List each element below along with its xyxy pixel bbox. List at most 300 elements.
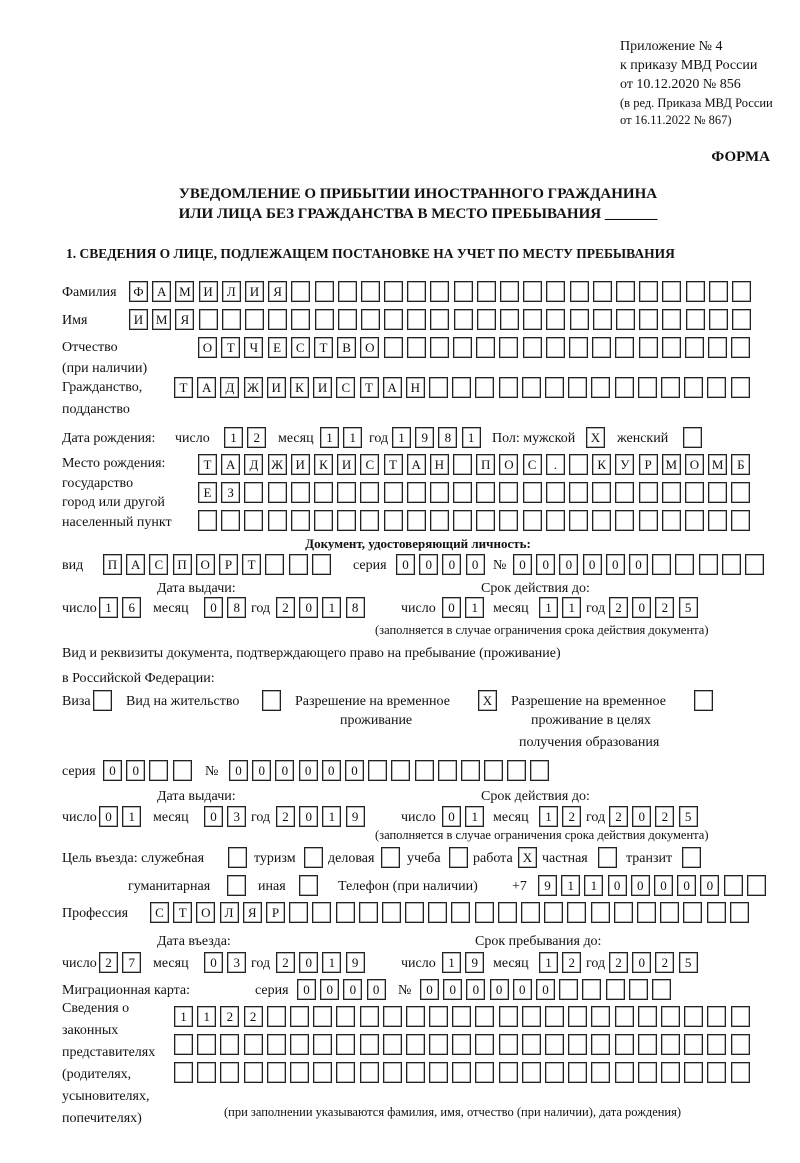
char-box[interactable]: 8 [227, 597, 246, 618]
citizenship-field[interactable] [174, 377, 750, 398]
char-box[interactable] [407, 281, 426, 302]
char-box[interactable] [591, 1062, 610, 1083]
char-box[interactable] [731, 337, 750, 358]
char-box[interactable] [544, 902, 563, 923]
char-box[interactable]: 0 [536, 979, 555, 1000]
char-box[interactable] [228, 847, 247, 868]
char-box[interactable] [559, 979, 578, 1000]
char-box[interactable]: 9 [346, 806, 365, 827]
char-box[interactable]: 1 [465, 806, 484, 827]
char-box[interactable]: Л [222, 281, 241, 302]
char-box[interactable] [731, 1006, 750, 1027]
char-box[interactable]: 5 [679, 597, 698, 618]
char-box[interactable]: 0 [583, 554, 602, 575]
char-box[interactable] [731, 482, 750, 503]
char-box[interactable]: 2 [609, 952, 628, 973]
char-box[interactable]: Д [244, 454, 263, 475]
char-box[interactable] [568, 377, 587, 398]
char-box[interactable]: И [245, 281, 264, 302]
char-box[interactable] [244, 1034, 263, 1055]
profession-field[interactable] [150, 902, 749, 923]
char-box[interactable]: 0 [299, 952, 318, 973]
char-box[interactable]: 2 [276, 597, 295, 618]
char-box[interactable] [570, 309, 589, 330]
char-box[interactable]: Т [198, 454, 217, 475]
char-box[interactable] [337, 482, 356, 503]
char-box[interactable]: 0 [442, 806, 461, 827]
char-box[interactable] [461, 760, 480, 781]
char-box[interactable] [615, 1034, 634, 1055]
char-box[interactable]: 9 [346, 952, 365, 973]
char-box[interactable]: С [291, 337, 310, 358]
char-box[interactable]: 0 [299, 806, 318, 827]
char-box[interactable]: М [662, 454, 681, 475]
char-box[interactable] [290, 1034, 309, 1055]
char-box[interactable] [568, 1062, 587, 1083]
char-box[interactable] [361, 281, 380, 302]
char-box[interactable] [391, 760, 410, 781]
char-box[interactable] [383, 1006, 402, 1027]
birth-place-line-1[interactable] [198, 454, 750, 475]
char-box[interactable] [476, 510, 495, 531]
char-box[interactable] [569, 482, 588, 503]
char-box[interactable]: 0 [677, 875, 696, 896]
birth-place-line-3[interactable] [198, 510, 750, 531]
char-box[interactable] [430, 281, 449, 302]
char-box[interactable] [360, 1006, 379, 1027]
char-box[interactable] [638, 377, 657, 398]
char-box[interactable] [684, 377, 703, 398]
char-box[interactable] [662, 337, 681, 358]
char-box[interactable] [430, 309, 449, 330]
char-box[interactable] [570, 281, 589, 302]
char-box[interactable] [522, 1034, 541, 1055]
char-box[interactable] [337, 510, 356, 531]
char-box[interactable] [199, 309, 218, 330]
sex-male-checkbox[interactable] [586, 427, 605, 448]
char-box[interactable] [382, 902, 401, 923]
char-box[interactable] [428, 902, 447, 923]
char-box[interactable]: П [476, 454, 495, 475]
char-box[interactable] [360, 482, 379, 503]
char-box[interactable] [638, 1034, 657, 1055]
char-box[interactable] [500, 281, 519, 302]
residence-permit-checkbox[interactable] [262, 690, 281, 711]
char-box[interactable] [652, 554, 671, 575]
char-box[interactable]: К [592, 454, 611, 475]
char-box[interactable] [299, 875, 318, 896]
char-box[interactable] [268, 482, 287, 503]
char-box[interactable] [707, 902, 726, 923]
char-box[interactable]: Я [243, 902, 262, 923]
surname-field[interactable] [129, 281, 751, 302]
temp-residence-checkbox[interactable] [478, 690, 497, 711]
char-box[interactable] [522, 1006, 541, 1027]
stay-issue-day-field[interactable] [99, 806, 141, 827]
char-box[interactable] [499, 510, 518, 531]
char-box[interactable] [268, 510, 287, 531]
char-box[interactable] [198, 510, 217, 531]
char-box[interactable]: 2 [562, 806, 581, 827]
char-box[interactable]: 1 [343, 427, 362, 448]
purpose-business-checkbox[interactable] [381, 847, 400, 868]
char-box[interactable]: 0 [632, 952, 651, 973]
char-box[interactable]: З [221, 482, 240, 503]
char-box[interactable] [709, 281, 728, 302]
char-box[interactable] [475, 902, 494, 923]
char-box[interactable] [545, 1034, 564, 1055]
char-box[interactable] [499, 337, 518, 358]
char-box[interactable]: 6 [122, 597, 141, 618]
char-box[interactable]: М [152, 309, 171, 330]
char-box[interactable] [637, 902, 656, 923]
char-box[interactable] [475, 1006, 494, 1027]
char-box[interactable]: 0 [229, 760, 248, 781]
char-box[interactable] [415, 760, 434, 781]
char-box[interactable] [406, 1006, 425, 1027]
char-box[interactable]: 0 [466, 554, 485, 575]
char-box[interactable]: 0 [367, 979, 386, 1000]
birth-place-line-2[interactable] [198, 482, 750, 503]
char-box[interactable]: 1 [99, 597, 118, 618]
char-box[interactable] [709, 309, 728, 330]
char-box[interactable]: 0 [204, 952, 223, 973]
char-box[interactable] [267, 1034, 286, 1055]
char-box[interactable] [684, 1034, 703, 1055]
char-box[interactable]: 2 [276, 806, 295, 827]
char-box[interactable] [453, 510, 472, 531]
char-box[interactable]: Р [266, 902, 285, 923]
birth-year-field[interactable] [392, 427, 481, 448]
char-box[interactable]: Т [242, 554, 261, 575]
char-box[interactable] [684, 1006, 703, 1027]
char-box[interactable] [338, 309, 357, 330]
char-box[interactable]: В [337, 337, 356, 358]
char-box[interactable] [429, 1006, 448, 1027]
char-box[interactable] [569, 337, 588, 358]
char-box[interactable]: 2 [562, 952, 581, 973]
char-box[interactable] [149, 760, 168, 781]
char-box[interactable]: 1 [561, 875, 580, 896]
char-box[interactable] [708, 482, 727, 503]
char-box[interactable] [568, 1006, 587, 1027]
char-box[interactable]: 1 [539, 806, 558, 827]
char-box[interactable] [639, 309, 658, 330]
char-box[interactable]: 3 [227, 806, 246, 827]
char-box[interactable]: Я [268, 281, 287, 302]
char-box[interactable]: 0 [126, 760, 145, 781]
entry-day-field[interactable] [99, 952, 141, 973]
char-box[interactable] [221, 510, 240, 531]
char-box[interactable]: Ж [244, 377, 263, 398]
char-box[interactable]: 1 [462, 427, 481, 448]
char-box[interactable] [475, 1062, 494, 1083]
char-box[interactable] [407, 510, 426, 531]
stay-series-field[interactable] [103, 760, 192, 781]
char-box[interactable] [381, 847, 400, 868]
char-box[interactable] [523, 482, 542, 503]
char-box[interactable] [615, 377, 634, 398]
char-box[interactable]: Д [220, 377, 239, 398]
char-box[interactable]: 0 [99, 806, 118, 827]
char-box[interactable]: 0 [608, 875, 627, 896]
char-box[interactable] [454, 309, 473, 330]
char-box[interactable]: 9 [415, 427, 434, 448]
stay-valid-month-field[interactable] [539, 806, 581, 827]
char-box[interactable] [499, 1034, 518, 1055]
char-box[interactable] [452, 1034, 471, 1055]
char-box[interactable] [500, 309, 519, 330]
char-box[interactable]: 0 [320, 979, 339, 1000]
char-box[interactable] [174, 1062, 193, 1083]
char-box[interactable]: С [523, 454, 542, 475]
char-box[interactable]: 1 [562, 597, 581, 618]
char-box[interactable] [522, 1062, 541, 1083]
char-box[interactable]: К [314, 454, 333, 475]
char-box[interactable] [429, 377, 448, 398]
char-box[interactable] [747, 875, 766, 896]
char-box[interactable]: 0 [252, 760, 271, 781]
id-issue-day-field[interactable] [99, 597, 141, 618]
char-box[interactable]: Т [384, 454, 403, 475]
char-box[interactable] [616, 309, 635, 330]
char-box[interactable]: 0 [513, 554, 532, 575]
char-box[interactable]: 5 [679, 806, 698, 827]
char-box[interactable] [405, 902, 424, 923]
char-box[interactable]: Ф [129, 281, 148, 302]
char-box[interactable]: . [546, 454, 565, 475]
char-box[interactable]: X [518, 847, 537, 868]
char-box[interactable] [639, 337, 658, 358]
char-box[interactable]: У [615, 454, 634, 475]
char-box[interactable]: Т [174, 377, 193, 398]
char-box[interactable]: 0 [297, 979, 316, 1000]
char-box[interactable] [245, 309, 264, 330]
char-box[interactable]: 0 [606, 554, 625, 575]
id-kind-field[interactable] [103, 554, 331, 575]
char-box[interactable]: 2 [99, 952, 118, 973]
char-box[interactable] [265, 554, 284, 575]
char-box[interactable] [662, 510, 681, 531]
char-box[interactable] [593, 309, 612, 330]
char-box[interactable] [197, 1034, 216, 1055]
char-box[interactable] [267, 1006, 286, 1027]
char-box[interactable] [732, 309, 751, 330]
char-box[interactable]: 1 [320, 427, 339, 448]
char-box[interactable]: А [383, 377, 402, 398]
visa-checkbox[interactable] [93, 690, 112, 711]
char-box[interactable]: 1 [122, 806, 141, 827]
char-box[interactable]: С [336, 377, 355, 398]
char-box[interactable] [454, 281, 473, 302]
char-box[interactable]: Р [219, 554, 238, 575]
char-box[interactable]: О [196, 554, 215, 575]
char-box[interactable]: 2 [276, 952, 295, 973]
char-box[interactable] [675, 554, 694, 575]
char-box[interactable] [615, 1062, 634, 1083]
char-box[interactable] [546, 309, 565, 330]
char-box[interactable] [499, 1006, 518, 1027]
char-box[interactable]: С [150, 902, 169, 923]
char-box[interactable] [227, 875, 246, 896]
char-box[interactable] [289, 554, 308, 575]
char-box[interactable] [694, 690, 713, 711]
char-box[interactable] [383, 1062, 402, 1083]
char-box[interactable] [724, 875, 743, 896]
name-field[interactable] [129, 309, 751, 330]
char-box[interactable]: А [126, 554, 145, 575]
char-box[interactable] [591, 1006, 610, 1027]
char-box[interactable] [290, 1062, 309, 1083]
char-box[interactable]: С [360, 454, 379, 475]
purpose-study-checkbox[interactable] [449, 847, 468, 868]
char-box[interactable] [707, 1006, 726, 1027]
char-box[interactable] [522, 377, 541, 398]
char-box[interactable]: 0 [343, 979, 362, 1000]
char-box[interactable]: Е [268, 337, 287, 358]
char-box[interactable]: 2 [220, 1006, 239, 1027]
char-box[interactable]: 1 [465, 597, 484, 618]
char-box[interactable] [475, 1034, 494, 1055]
char-box[interactable]: М [708, 454, 727, 475]
char-box[interactable] [546, 281, 565, 302]
char-box[interactable] [174, 1034, 193, 1055]
migration-series-field[interactable] [297, 979, 386, 1000]
id-issue-month-field[interactable] [204, 597, 246, 618]
char-box[interactable] [368, 760, 387, 781]
char-box[interactable] [499, 1062, 518, 1083]
char-box[interactable] [452, 1006, 471, 1027]
char-box[interactable]: 2 [655, 597, 674, 618]
char-box[interactable]: Ч [244, 337, 263, 358]
char-box[interactable]: 0 [559, 554, 578, 575]
char-box[interactable]: А [197, 377, 216, 398]
char-box[interactable] [477, 309, 496, 330]
char-box[interactable] [592, 510, 611, 531]
char-box[interactable]: Р [639, 454, 658, 475]
char-box[interactable] [699, 554, 718, 575]
char-box[interactable] [615, 510, 634, 531]
char-box[interactable]: 2 [244, 1006, 263, 1027]
char-box[interactable]: Л [220, 902, 239, 923]
char-box[interactable] [661, 1034, 680, 1055]
char-box[interactable] [684, 1062, 703, 1083]
char-box[interactable]: Б [731, 454, 750, 475]
char-box[interactable] [313, 1006, 332, 1027]
char-box[interactable] [662, 309, 681, 330]
char-box[interactable] [93, 690, 112, 711]
char-box[interactable]: 0 [299, 760, 318, 781]
char-box[interactable]: 1 [174, 1006, 193, 1027]
purpose-work-checkbox[interactable] [518, 847, 537, 868]
char-box[interactable]: 2 [655, 952, 674, 973]
char-box[interactable]: 2 [609, 597, 628, 618]
char-box[interactable] [591, 377, 610, 398]
char-box[interactable] [683, 902, 702, 923]
char-box[interactable]: И [129, 309, 148, 330]
char-box[interactable] [453, 482, 472, 503]
char-box[interactable]: М [175, 281, 194, 302]
char-box[interactable] [546, 482, 565, 503]
char-box[interactable] [545, 1006, 564, 1027]
stay-issue-month-field[interactable] [204, 806, 246, 827]
char-box[interactable]: О [360, 337, 379, 358]
char-box[interactable] [568, 1034, 587, 1055]
char-box[interactable]: 2 [247, 427, 266, 448]
char-box[interactable]: Т [314, 337, 333, 358]
char-box[interactable]: 0 [654, 875, 673, 896]
char-box[interactable]: Н [406, 377, 425, 398]
char-box[interactable] [682, 847, 701, 868]
id-issue-year-field[interactable] [276, 597, 365, 618]
char-box[interactable] [662, 281, 681, 302]
char-box[interactable] [475, 377, 494, 398]
char-box[interactable]: X [586, 427, 605, 448]
char-box[interactable] [707, 377, 726, 398]
patronymic-field[interactable] [198, 337, 750, 358]
char-box[interactable]: П [173, 554, 192, 575]
char-box[interactable] [222, 309, 241, 330]
char-box[interactable] [507, 760, 526, 781]
char-box[interactable] [707, 1062, 726, 1083]
char-box[interactable] [638, 1062, 657, 1083]
char-box[interactable] [731, 510, 750, 531]
stay-issue-year-field[interactable] [276, 806, 365, 827]
char-box[interactable]: О [499, 454, 518, 475]
char-box[interactable] [383, 1034, 402, 1055]
char-box[interactable] [438, 760, 457, 781]
stay-year-field[interactable] [609, 952, 698, 973]
char-box[interactable] [360, 1062, 379, 1083]
id-valid-year-field[interactable] [609, 597, 698, 618]
char-box[interactable]: 0 [396, 554, 415, 575]
representatives-line-2[interactable] [174, 1034, 750, 1055]
char-box[interactable] [477, 281, 496, 302]
birth-month-field[interactable] [320, 427, 362, 448]
char-box[interactable] [686, 309, 705, 330]
char-box[interactable] [406, 1034, 425, 1055]
char-box[interactable] [244, 1062, 263, 1083]
char-box[interactable]: 0 [204, 806, 223, 827]
char-box[interactable]: 8 [346, 597, 365, 618]
id-valid-month-field[interactable] [539, 597, 581, 618]
char-box[interactable] [523, 510, 542, 531]
char-box[interactable]: О [198, 337, 217, 358]
char-box[interactable] [312, 902, 331, 923]
char-box[interactable] [452, 377, 471, 398]
char-box[interactable] [476, 337, 495, 358]
char-box[interactable] [484, 760, 503, 781]
char-box[interactable] [639, 510, 658, 531]
char-box[interactable] [685, 510, 704, 531]
char-box[interactable] [429, 1034, 448, 1055]
char-box[interactable] [220, 1062, 239, 1083]
char-box[interactable]: 0 [466, 979, 485, 1000]
char-box[interactable] [615, 1006, 634, 1027]
char-box[interactable] [291, 510, 310, 531]
char-box[interactable] [304, 847, 323, 868]
char-box[interactable] [289, 902, 308, 923]
char-box[interactable] [476, 482, 495, 503]
char-box[interactable]: 1 [392, 427, 411, 448]
char-box[interactable]: 0 [631, 875, 650, 896]
char-box[interactable] [315, 281, 334, 302]
char-box[interactable] [615, 337, 634, 358]
char-box[interactable] [598, 847, 617, 868]
char-box[interactable] [730, 902, 749, 923]
char-box[interactable] [290, 1006, 309, 1027]
char-box[interactable]: 0 [443, 979, 462, 1000]
